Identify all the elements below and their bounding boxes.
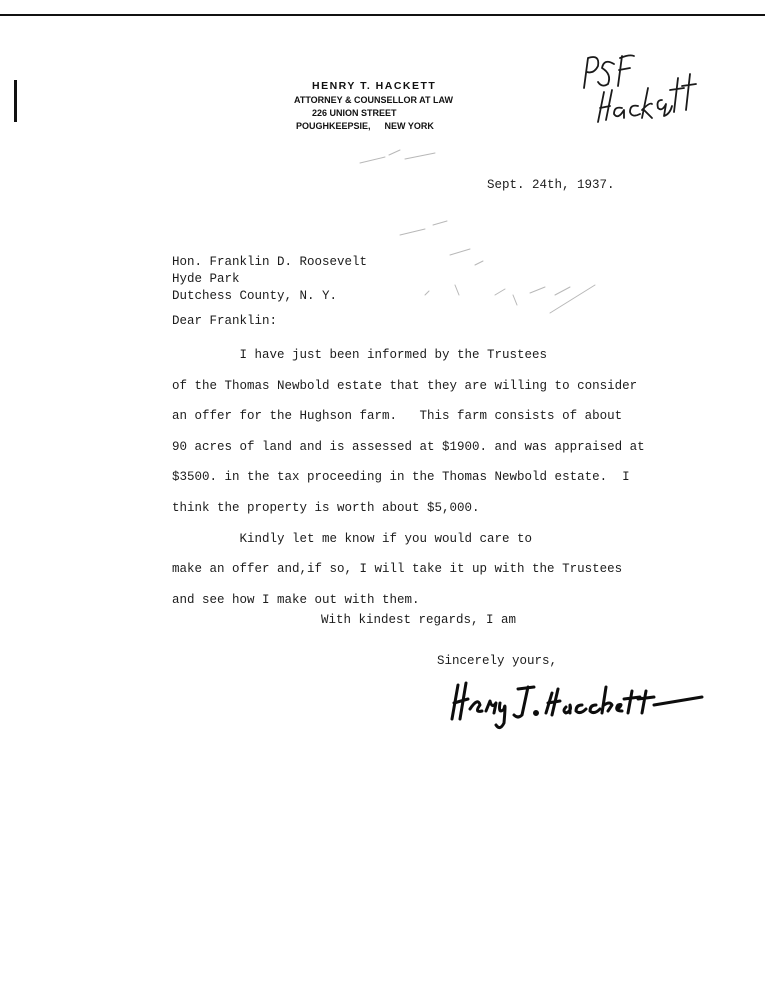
recipient-address <box>172 254 367 305</box>
handwritten-file-note <box>578 48 708 128</box>
letterhead-title: ATTORNEY & COUNSELLOR AT LAW <box>294 95 453 105</box>
handwritten-signature <box>448 675 708 735</box>
body-line: an offer for the Hughson farm. This farm consists of about <box>172 409 623 424</box>
body-line: I have just been informed by the Trustees <box>172 348 548 362</box>
body-line: $3500. in the tax proceeding in the Thomas Newbold estate. I <box>172 470 630 485</box>
body-line: 90 acres of land and is assessed at $1900. and was appraised at <box>172 439 645 454</box>
letterhead-name: HENRY T. HACKETT <box>312 80 437 92</box>
letterhead-street: 226 UNION STREET <box>312 108 397 118</box>
body-line: make an offer and,if so, I will take it up with the Trustees <box>172 562 623 577</box>
letterhead-city-row <box>296 120 481 133</box>
recipient-line-name: Hon. Franklin D. Roosevelt <box>172 255 368 269</box>
letterhead-city: POUGHKEEPSIE, <box>296 121 371 131</box>
closing-line: With kindest regards, I am <box>321 613 517 627</box>
letter-body <box>172 340 645 615</box>
body-line: think the property is worth about $5,000. <box>172 500 480 515</box>
body-line: and see how I make out with them. <box>172 592 420 607</box>
letter-date: Sept. 24th, 1937. <box>487 178 615 192</box>
salutation: Dear Franklin: <box>172 314 278 328</box>
letterhead <box>296 80 481 133</box>
top-edge-rule <box>0 14 765 16</box>
body-line: of the Thomas Newbold estate that they are willing to consider <box>172 378 638 393</box>
margin-mark <box>14 80 17 122</box>
faint-pencil-marks <box>355 145 615 325</box>
letterhead-state: NEW YORK <box>384 121 434 131</box>
valediction: Sincerely yours, <box>437 654 558 668</box>
recipient-line-place: Hyde Park <box>172 272 240 286</box>
recipient-line-county: Dutchess County, N. Y. <box>172 289 338 303</box>
body-line: Kindly let me know if you would care to <box>172 531 533 546</box>
